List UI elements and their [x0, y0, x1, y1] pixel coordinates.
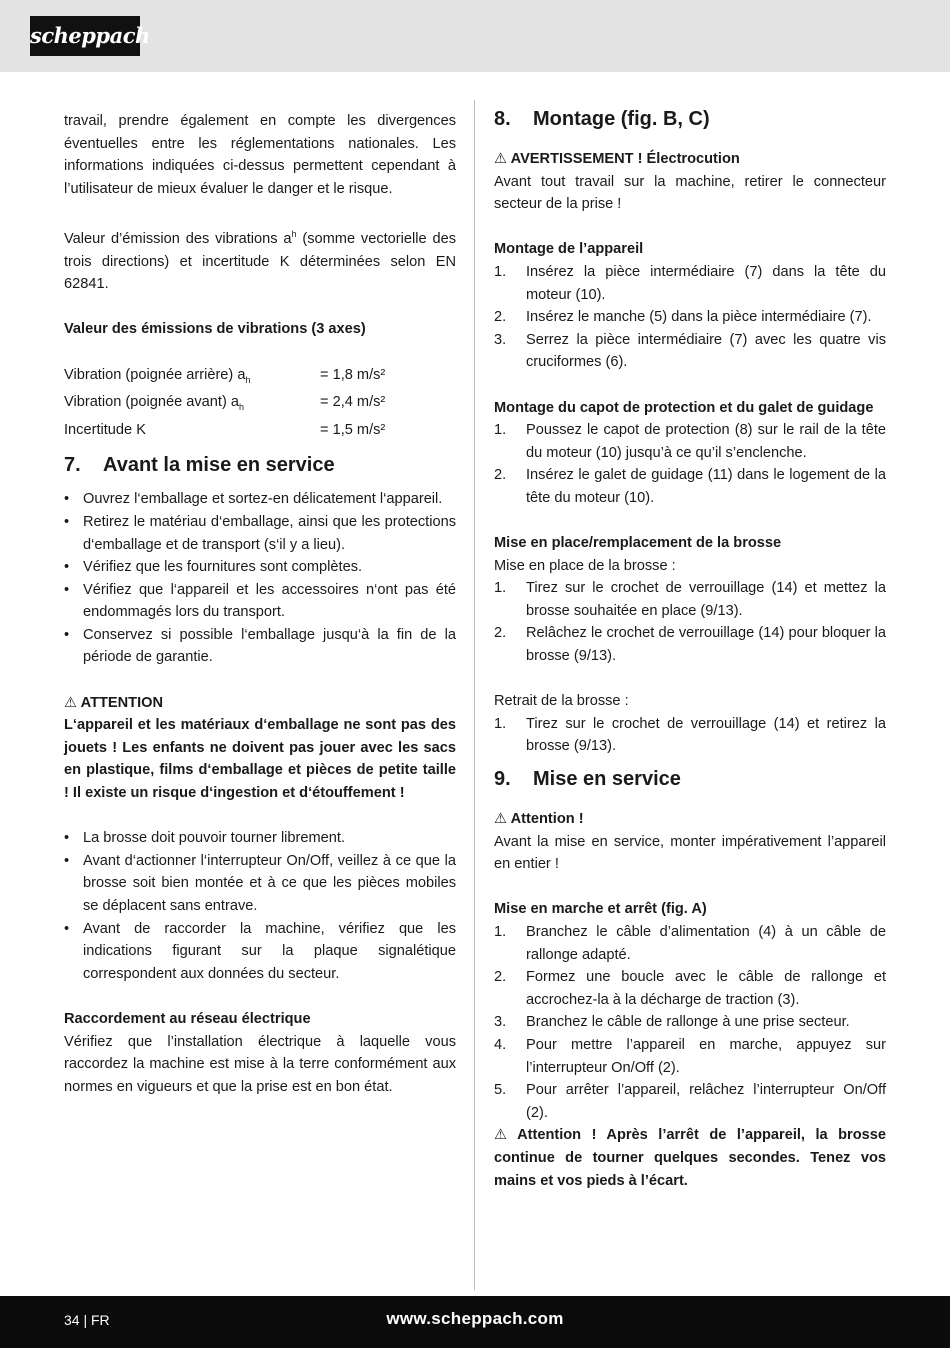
brosse-intro: Mise en place de la brosse : [494, 557, 676, 574]
list-item: • Vérifiez que l‘appareil et les accessoires n‘ont pas été endommagés lors du transport. [64, 579, 456, 624]
vib-row-value: = 1,8 m/s² [320, 366, 386, 383]
vibration-table [64, 364, 456, 447]
list-item: 2. Insérez le galet de guidage (11) dans le logement de la tête du moteur (10). [494, 467, 886, 506]
right-column [494, 110, 886, 1192]
warning-triangle-icon: ⚠ [494, 151, 508, 167]
vib-superscript: h [291, 228, 297, 239]
list-item: 3. Branchez le câble de rallonge à une prise secteur. [494, 1014, 850, 1031]
marche-heading: Mise en marche et arrêt (fig. A) [494, 901, 707, 918]
bullet-dot: • [64, 581, 70, 598]
brosse-steps [494, 577, 886, 667]
website-link[interactable]: www.scheppach.com [386, 1309, 564, 1328]
bullet-dot: • [64, 830, 70, 847]
list-item: 1. Tirez sur le crochet de verrouillage (14) et retirez la brosse (9/13). [494, 715, 886, 755]
bullet-dot: • [64, 559, 70, 576]
vib-row-value: = 1,5 m/s² [320, 421, 386, 438]
capot-heading: Montage du capot de protection et du galet de guidage [494, 399, 874, 416]
retrait-intro: Retrait de la brosse : [494, 693, 629, 710]
vib-row-label: Vibration (poignée avant) a [64, 394, 239, 411]
warning-triangle-icon: ⚠ [494, 1127, 508, 1144]
page-number: 34 | FR [64, 1312, 110, 1328]
brosse-heading: Mise en place/remplacement de la brosse [494, 535, 782, 552]
vib-text-b: (somme vectorielle des trois directions) et incertitude K déterminées selon EN 62841. [64, 230, 456, 293]
attention2-label: ⚠ Attention ! [494, 808, 886, 831]
section-number: 9. [494, 768, 511, 791]
retrait-steps [494, 713, 886, 758]
section-9-heading [494, 766, 886, 792]
list-item: • Ouvrez l‘emballage et sortez-en délicatement l‘appareil. [64, 488, 456, 511]
vib-row-value: = 2,4 m/s² [320, 394, 386, 411]
vib-row-label: Vibration (poignée arrière) a [64, 366, 246, 383]
safety-list [64, 827, 456, 985]
warning-label: ⚠ AVERTISSEMENT ! Électrocution [494, 148, 886, 171]
list-item: 1. Tirez sur le crochet de verrouillage (14) et mettez la brosse souhaitée en place (9/13). [494, 580, 886, 619]
unpacking-list [64, 488, 456, 669]
vibration-heading: Valeur des émissions de vibrations (3 axes) [64, 321, 366, 338]
capot-steps [494, 419, 886, 509]
attention2-text: Avant la mise en service, monter impérativement l’appareil en entier ! [494, 833, 886, 873]
list-item: • Retirez le matériau d‘emballage, ainsi que les protections d‘emballage et de transport (s‘il y a lieu). [64, 511, 456, 556]
section-8-heading [494, 106, 886, 132]
scheppach-logo: scheppach [30, 16, 140, 56]
warning-triangle-icon: ⚠ [494, 811, 508, 828]
vibration-paragraph [64, 223, 456, 296]
vibration-row [64, 391, 456, 419]
list-item: • Avant de raccorder la machine, vérifiez que les indications figurant sur la plaque signalétique correspondent aux données du secteur. [64, 918, 456, 986]
attention-label: ⚠ ATTENTION [64, 692, 456, 715]
column-divider [474, 100, 475, 1290]
warning-triangle-icon: ⚠ [64, 694, 78, 711]
list-item: 1. Branchez le câble d’alimentation (4) à un câble de rallonge adapté. [494, 924, 886, 963]
vibration-row [64, 364, 456, 392]
vib-row-sub: h [245, 374, 251, 385]
list-item: 3. Serrez la pièce intermédiaire (7) avec les quatre vis cruciformes (6). [494, 331, 886, 371]
section-title: Mise en service [533, 768, 681, 791]
vib-row-sub: h [238, 402, 244, 413]
list-item: • Conservez si possible l‘emballage jusqu‘à la fin de la période de garantie. [64, 624, 456, 669]
bullet-dot: • [64, 920, 70, 937]
bullet-dot: • [64, 852, 70, 869]
list-item: • Avant d‘actionner l‘interrupteur On/Off, veillez à ce que la brosse soit bien montée et à ce que les pièces mobiles se déplacent sans entrave. [64, 850, 456, 918]
header-band [0, 0, 950, 72]
bullet-dot: • [64, 491, 70, 508]
section-7-heading [64, 452, 456, 478]
vibration-row [64, 419, 456, 447]
vib-text-a: Valeur d’émission des vibrations a [64, 230, 292, 247]
bullet-dot: • [64, 626, 70, 643]
list-item: 1. Insérez la pièce intermédiaire (7) dans la tête du moteur (10). [494, 263, 886, 303]
list-item: 4. Pour mettre l’appareil en marche, appuyez sur l’interrupteur On/Off (2). [494, 1036, 886, 1076]
intro-paragraph: travail, prendre également en compte les divergences éventuelles entre les réglementations nationales. Les informations indiquées ci-dessus permettent cependant à l’utilisateur de mieux évaluer le danger et le risque. [64, 113, 456, 197]
raccord-heading: Raccordement au réseau électrique [64, 1010, 311, 1027]
list-item: 2. Formez une boucle avec le câble de rallonge et accrochez-la à la décharge de traction (3). [494, 969, 886, 1008]
vib-row-label: Incertitude K [64, 421, 146, 438]
list-item: 1. Poussez le capot de protection (8) sur le rail de la tête du moteur (10) jusqu’à ce qu’il s’enclenche. [494, 422, 886, 461]
warning-text: Avant tout travail sur la machine, retirer le connecteur secteur de la prise ! [494, 173, 886, 213]
list-item: 5. Pour arrêter l’appareil, relâchez l’interrupteur On/Off (2). [494, 1082, 886, 1121]
montage-steps [494, 261, 886, 374]
section-number: 8. [494, 108, 511, 130]
list-item: • Vérifiez que les fournitures sont complètes. [64, 556, 456, 579]
bullet-dot: • [64, 513, 70, 530]
raccord-text: Vérifiez que l’installation électrique à laquelle vous raccordez la machine est mise à la terre conformément aux normes en vigueurs et que la prise est en bon état. [64, 1033, 456, 1095]
section-title: Montage (fig. B, C) [533, 108, 710, 130]
montage-heading: Montage de l’appareil [494, 241, 644, 258]
list-item: 2. Relâchez le crochet de verrouillage (14) pour bloquer la brosse (9/13). [494, 625, 886, 665]
marche-steps [494, 921, 886, 1124]
list-item: 2. Insérez le manche (5) dans la pièce intermédiaire (7). [494, 309, 872, 326]
section-title: Avant la mise en service [103, 454, 335, 477]
footer-band [0, 1296, 950, 1348]
list-item: • La brosse doit pouvoir tourner librement. [64, 827, 456, 850]
section-number: 7. [64, 454, 81, 477]
left-column [64, 110, 456, 1098]
final-warning: ⚠ Attention ! Après l’arrêt de l’appareil, la brosse continue de tourner quelques secondes. Tenez vos mains et vos pieds à l’écart. [494, 1124, 886, 1192]
attention-text: L‘appareil et les matériaux d‘emballage ne sont pas des jouets ! Les enfants ne doivent pas jouer avec les sacs en plastique, films d‘emballage et pièces de petite taille ! Il existe un risque d‘ingestion et d‘étouffement ! [64, 717, 456, 802]
